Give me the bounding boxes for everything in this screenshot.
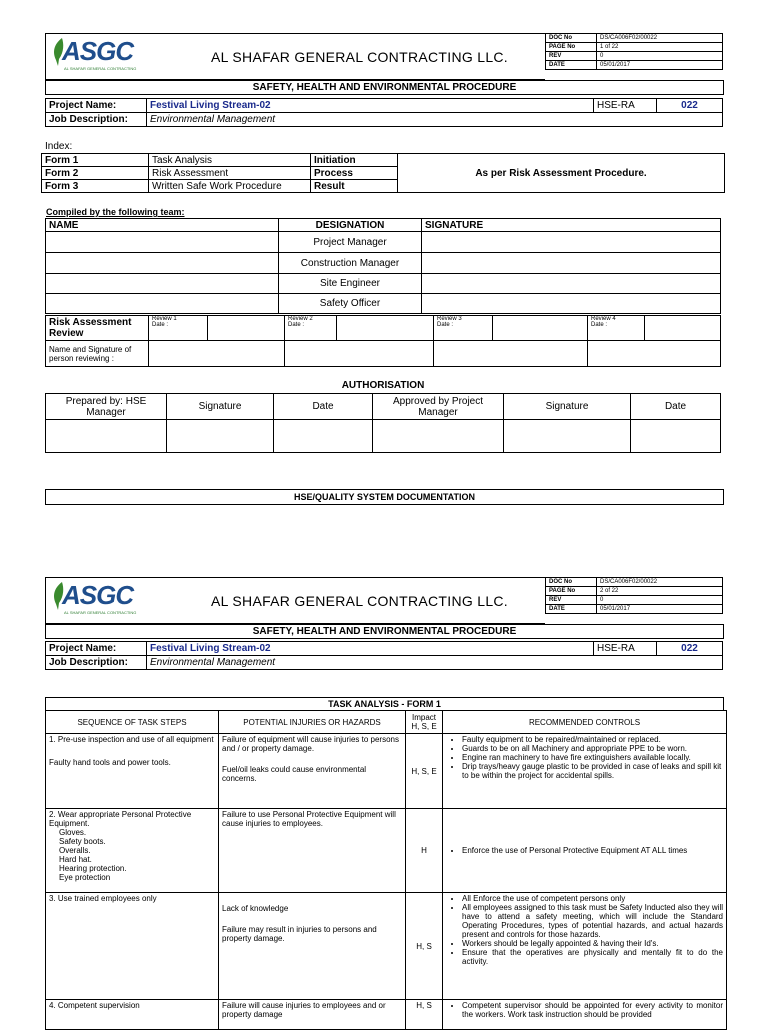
hse-documentation-banner: HSE/QUALITY SYSTEM DOCUMENTATION (45, 489, 724, 505)
review-label-1: Review 1 (152, 316, 177, 322)
designation-cell: Project Manager (279, 232, 422, 253)
job-description-label: Job Description: (46, 113, 147, 127)
ta-step: Gloves. (59, 828, 87, 837)
job-description-label: Job Description: (46, 656, 147, 670)
ta-hazard: Failure will cause injuries to employees and or property damage (219, 1000, 406, 1030)
auth-signature-1: Signature (167, 394, 274, 420)
review-date-4: Date : (591, 322, 608, 328)
ta-control: • Engine ran machinery to have fire extinguishers available locally. (462, 753, 723, 762)
page-no-value: 1 of 22 (597, 43, 723, 52)
page-no-label: PAGE No (546, 587, 597, 596)
logo-subtext: AL SHAFAR GENERAL CONTRACTING (64, 610, 137, 615)
ta-control: • Competent supervisor should be appointed for every activity to monitor the workers. Work task instruction should be provided (462, 1001, 723, 1019)
project-info-table (45, 98, 723, 127)
logo-text: ASGC (62, 580, 134, 610)
auth-prepared-by: Prepared by: HSE Manager (46, 394, 167, 420)
logo-text: ASGC (62, 36, 134, 66)
ta-step: Hard hat. (59, 855, 92, 864)
review-date-3: Date : (437, 322, 454, 328)
ta-step: Overalls. (59, 846, 91, 855)
ta-hazard: Fuel/oil leaks could cause environmental concerns. (222, 765, 367, 783)
ta-hazard: Lack of knowledge (222, 904, 289, 913)
index-form: Form 3 (42, 180, 149, 193)
index-name: Written Safe Work Procedure (149, 180, 311, 193)
team-header-signature: SIGNATURE (422, 219, 721, 232)
logo-subtext: AL SHAFAR GENERAL CONTRACTING (64, 66, 137, 71)
auth-approved-by: Approved by Project Manager (373, 394, 504, 420)
name-signature-label: Name and Signature of person reviewing : (46, 341, 149, 367)
authorisation-title: AUTHORISATION (341, 380, 425, 391)
ta-step: Faulty hand tools and power tools. (49, 758, 171, 767)
doc-no-value: DS/CA006F02/00022 (597, 34, 723, 43)
task-analysis-title: TASK ANALYSIS - FORM 1 (45, 697, 724, 711)
ta-impact: H, S (406, 893, 443, 1000)
ta-header-impact: Impact H, S, E (406, 711, 443, 734)
project-name-value: Festival Living Stream-02 (147, 99, 594, 113)
ta-hazard: Failure to use Personal Protective Equipment will cause injuries to employees. (219, 809, 406, 893)
company-name: AL SHAFAR GENERAL CONTRACTING LLC. (211, 49, 509, 65)
auth-date-2: Date (631, 394, 721, 420)
ta-header-controls: RECOMMENDED CONTROLS (443, 711, 727, 734)
ta-header-steps: SEQUENCE OF TASK STEPS (46, 711, 219, 734)
ta-control: • Guards to be on all Machinery and appropriate PPE to be worn. (462, 744, 723, 753)
procedure-title: SAFETY, HEALTH AND ENVIRONMENTAL PROCEDURE (45, 624, 724, 639)
rev-value: 0 (597, 596, 723, 605)
compiled-label: Compiled by the following team: (46, 207, 185, 217)
auth-date-1: Date (274, 394, 373, 420)
doc-info-table (545, 577, 723, 614)
designation-cell: Construction Manager (279, 253, 422, 274)
authorisation-table (45, 393, 721, 453)
hse-ra-label: HSE-RA (594, 642, 657, 656)
doc-no-label: DOC No (546, 34, 597, 43)
ta-step: Safety boots. (59, 837, 106, 846)
company-name: AL SHAFAR GENERAL CONTRACTING LLC. (211, 593, 509, 609)
designation-cell: Safety Officer (279, 294, 422, 314)
ta-control: • Ensure that the operatives are physically and mentally fit to do the activity. (462, 948, 723, 966)
rev-label: REV (546, 596, 597, 605)
team-header-designation: DESIGNATION (279, 219, 422, 232)
procedure-title: SAFETY, HEALTH AND ENVIRONMENTAL PROCEDURE (45, 80, 724, 95)
index-label: Index: (45, 141, 73, 152)
auth-signature-2: Signature (504, 394, 631, 420)
review-date-1: Date : (152, 322, 169, 328)
ta-step: 1. Pre-use inspection and use of all equipment (49, 735, 214, 744)
date-label: DATE (546, 61, 597, 70)
ta-control: • Faulty equipment to be repaired/maintained or replaced. (462, 735, 723, 744)
project-info-table (45, 641, 723, 670)
ta-control: • Workers should be legally appointed & having their Id's. (462, 939, 723, 948)
index-name: Task Analysis (149, 154, 311, 167)
date-label: DATE (546, 605, 597, 614)
project-name-label: Project Name: (46, 99, 147, 113)
index-form: Form 2 (42, 167, 149, 180)
date-value: 05/01/2017 (597, 61, 723, 70)
team-table (45, 218, 721, 314)
ta-impact: H (406, 809, 443, 893)
project-name-label: Project Name: (46, 642, 147, 656)
ta-impact: H, S (406, 1000, 443, 1030)
header-frame (45, 33, 545, 80)
review-label: Risk Assessment Review (46, 316, 149, 341)
team-header-name: NAME (46, 219, 279, 232)
ta-control: • Drip trays/heavy gauge plastic to be provided in case of leaks and spill kit to be within the project for accidental spills. (462, 762, 723, 780)
page-no-label: PAGE No (546, 43, 597, 52)
ta-step: Eye protection (59, 873, 111, 882)
ta-control: • All Enforce the use of competent persons only (462, 894, 723, 903)
date-value: 05/01/2017 (597, 605, 723, 614)
page-no-value: 2 of 22 (597, 587, 723, 596)
review-4 (588, 316, 645, 341)
job-description-value: Environmental Management (147, 113, 723, 127)
hse-ra-value: 022 (657, 642, 723, 656)
ta-header-hazards: POTENTIAL INJURIES OR HAZARDS (219, 711, 406, 734)
index-form: Form 1 (42, 154, 149, 167)
doc-no-value: DS/CA006F02/00022 (597, 578, 723, 587)
ta-control: • Enforce the use of Personal Protective Equipment AT ALL times (462, 846, 723, 855)
ta-impact: H, S, E (406, 734, 443, 809)
review-1 (149, 316, 208, 341)
ta-step: Hearing protection. (59, 864, 127, 873)
review-label-4: Review 4 (591, 316, 616, 322)
designation-cell: Site Engineer (279, 274, 422, 294)
review-3 (434, 316, 493, 341)
table-row (46, 734, 727, 809)
job-description-value: Environmental Management (147, 656, 723, 670)
index-name: Risk Assessment (149, 167, 311, 180)
index-stage: Result (311, 180, 398, 193)
task-analysis-table (45, 710, 727, 1030)
review-label-3: Review 3 (437, 316, 462, 322)
review-2 (285, 316, 337, 341)
index-note: As per Risk Assessment Procedure. (398, 154, 725, 193)
ta-control: • All employees assigned to this task must be Safety Inducted also they will have to attend a safety meeting, which will include the Standard Operating Procedures, types of potential hazards, and actual hazards present and controls for those hazards. (462, 903, 723, 939)
doc-info-table (545, 33, 723, 70)
index-stage: Initiation (311, 154, 398, 167)
rev-value: 0 (597, 52, 723, 61)
doc-no-label: DOC No (546, 578, 597, 587)
rev-label: REV (546, 52, 597, 61)
review-table (45, 315, 721, 367)
table-row (46, 893, 727, 1000)
header-frame (45, 577, 545, 624)
review-label-2: Review 2 (288, 316, 313, 322)
table-row (46, 1000, 727, 1030)
ta-step: 4. Competent supervision (46, 1000, 219, 1030)
index-table (41, 153, 725, 193)
index-stage: Process (311, 167, 398, 180)
review-date-2: Date : (288, 322, 305, 328)
page1-header (45, 33, 723, 80)
hse-ra-value: 022 (657, 99, 723, 113)
ta-hazard: Failure of equipment will cause injuries to persons and / or property damage. (222, 735, 399, 753)
ta-step: 3. Use trained employees only (46, 893, 219, 1000)
ta-hazard: Failure may result in injuries to persons and property damage. (222, 925, 377, 943)
ta-step: 2. Wear appropriate Personal Protective Equipment. (49, 810, 192, 828)
hse-ra-label: HSE-RA (594, 99, 657, 113)
project-name-value: Festival Living Stream-02 (147, 642, 594, 656)
page2-header (45, 577, 723, 624)
table-row (46, 809, 727, 893)
